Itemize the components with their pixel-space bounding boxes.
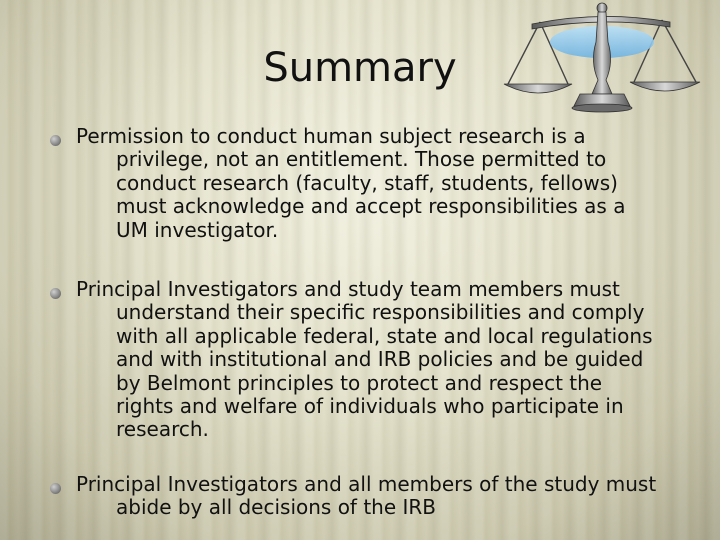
bullet-line: UM investigator. [116, 217, 279, 242]
slide-title: Summary [263, 45, 457, 91]
bullet-dot-icon [50, 483, 61, 494]
bullet-line: by Belmont principles to protect and respect the [116, 370, 603, 395]
bullet-line: and with institutional and IRB policies and be guided [116, 347, 644, 372]
bullet-dot-icon [50, 288, 61, 299]
bullet-line: understand their specific responsibilities and comply [116, 300, 645, 325]
bullet-line: Permission to conduct human subject research is a [76, 124, 586, 148]
bullet-dot-icon [50, 135, 61, 146]
bullet-line: conduct research (faculty, staff, students, fellows) [116, 170, 618, 195]
bullet-line: research. [116, 417, 209, 442]
bullet-line: abide by all decisions of the IRB [116, 495, 437, 520]
bullet-line: rights and welfare of individuals who participate in [116, 394, 624, 419]
bullet-line: must acknowledge and accept responsibilities as a [116, 194, 626, 219]
bullet-line: with all applicable federal, state and local regulations [116, 323, 653, 348]
scales-of-justice-icon [502, 2, 702, 114]
bullet-text [76, 125, 688, 242]
bullet-line: Principal Investigators and all members of the study must [76, 472, 657, 496]
bullet-text [76, 278, 688, 442]
bullet-line: Principal Investigators and study team members must [76, 277, 620, 301]
bullet-text [76, 473, 688, 520]
bullet-line: privilege, not an entitlement. Those permitted to [116, 147, 607, 172]
